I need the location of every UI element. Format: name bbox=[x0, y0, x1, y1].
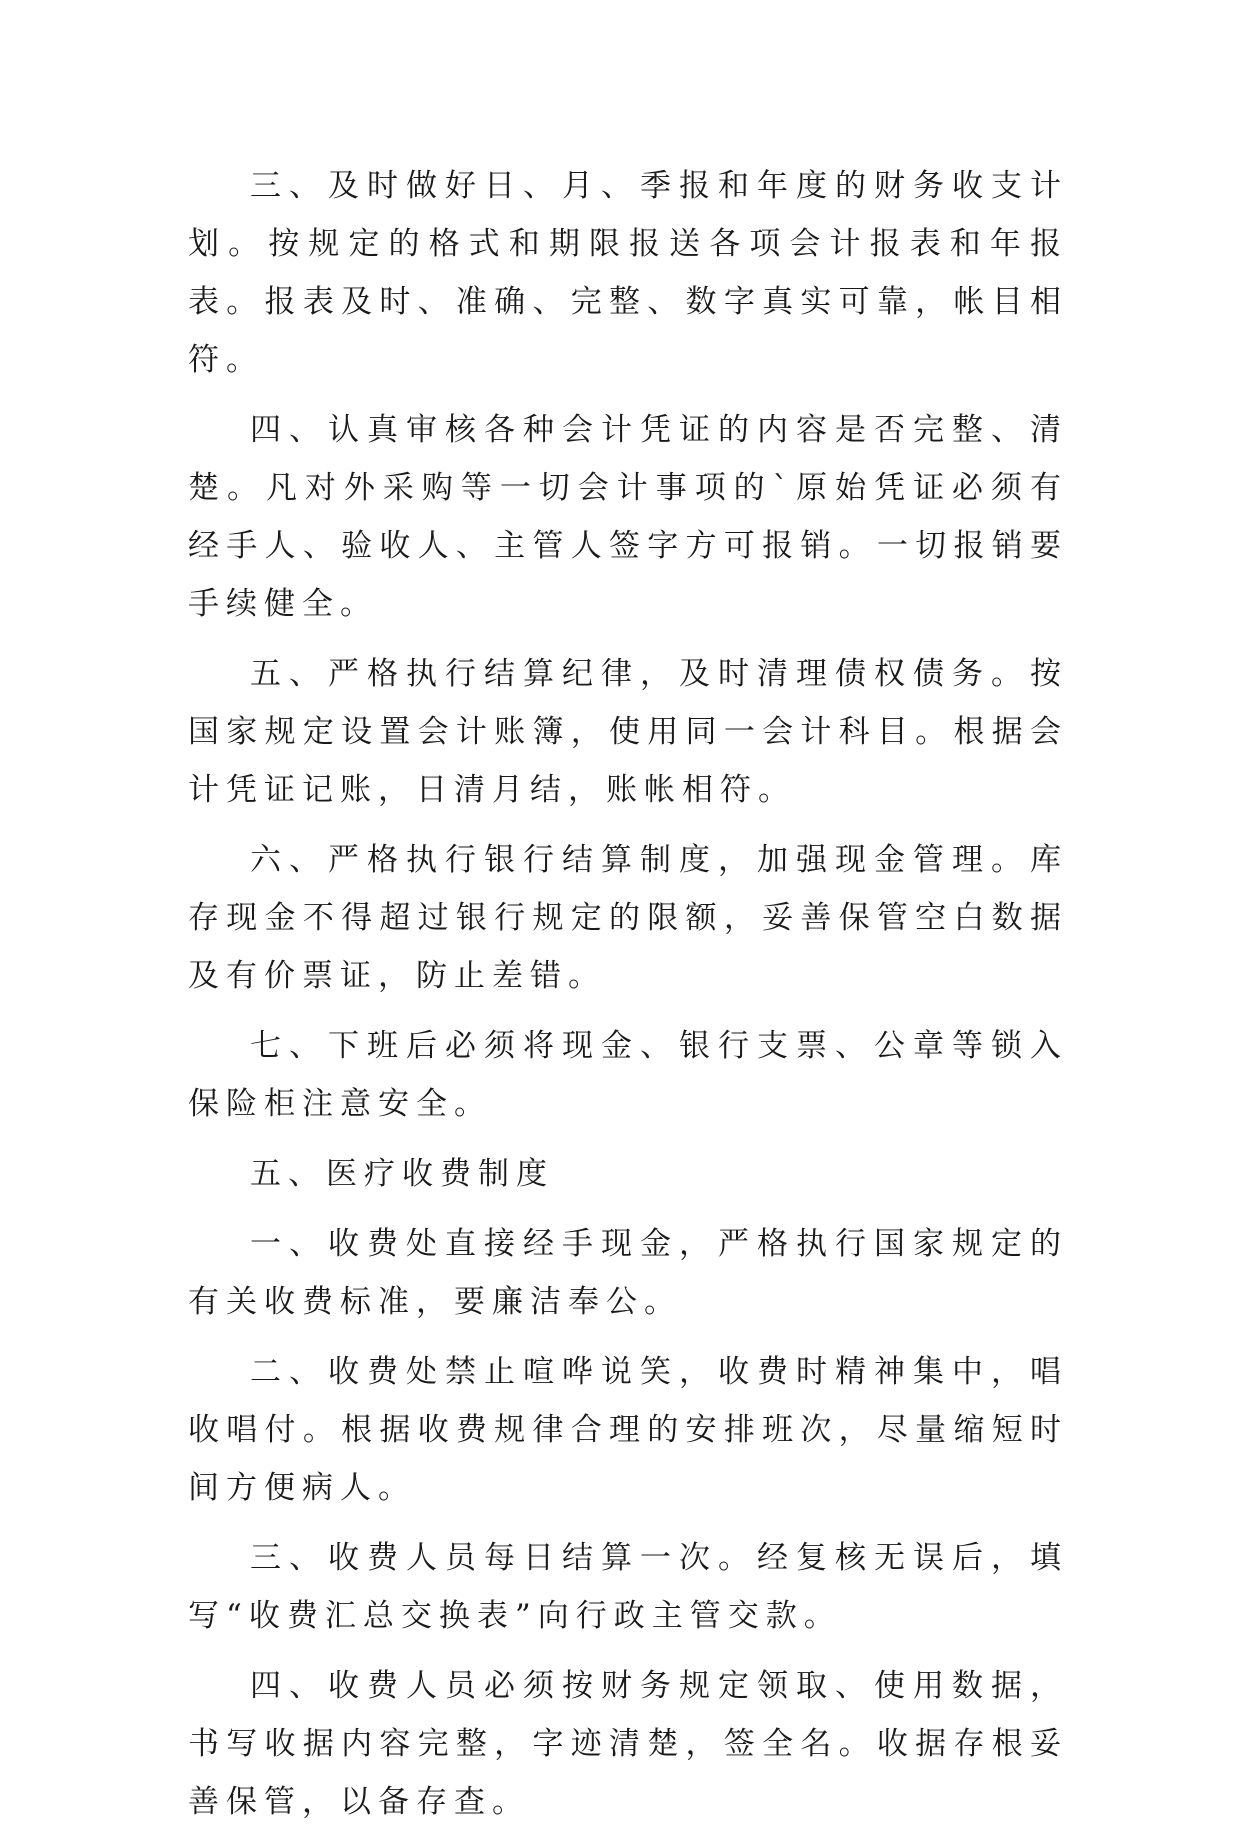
paragraph-finance-4: 四、认真审核各种会计凭证的内容是否完整、清楚。凡对外采购等一切会计事项的`原始凭证必须有经手人、验收人、主管人签字方可报销。一切报销要手续健全。 bbox=[188, 412, 1068, 622]
paragraph-finance-3: 三、及时做好日、月、季报和年度的财务收支计划。按规定的格式和期限报送各项会计报表和年报表。报表及时、准确、完整、数字真实可靠，帐目相符。 bbox=[188, 168, 1068, 378]
paragraph-fees-3: 三、收费人员每日结算一次。经复核无误后，填写“收费汇总交换表”向行政主管交款。 bbox=[188, 1540, 1068, 1634]
paragraph-fees-4: 四、收费人员必须按财务规定领取、使用数据，书写收据内容完整，字迹清楚，签全名。收据存根妥善保管，以备存查。 bbox=[188, 1668, 1068, 1820]
paragraph-finance-6: 六、严格执行银行结算制度，加强现金管理。库存现金不得超过银行规定的限额，妥善保管空白数据及有价票证，防止差错。 bbox=[188, 842, 1068, 994]
paragraph-finance-5: 五、严格执行结算纪律，及时清理债权债务。按国家规定设置会计账簿，使用同一会计科目。根据会计凭证记账，日清月结，账帐相符。 bbox=[188, 656, 1068, 808]
paragraph-finance-7: 七、下班后必须将现金、银行支票、公章等锁入保险柜注意安全。 bbox=[188, 1028, 1068, 1122]
paragraph-fees-1: 一、收费处直接经手现金，严格执行国家规定的有关收费标准，要廉洁奉公。 bbox=[188, 1226, 1068, 1320]
section-heading-medical-fees: 五、医疗收费制度 bbox=[250, 1156, 554, 1192]
document-body bbox=[188, 157, 1068, 1843]
paragraph-fees-2: 二、收费处禁止喧哗说笑，收费时精神集中，唱收唱付。根据收费规律合理的安排班次，尽量缩短时间方便病人。 bbox=[188, 1354, 1068, 1506]
